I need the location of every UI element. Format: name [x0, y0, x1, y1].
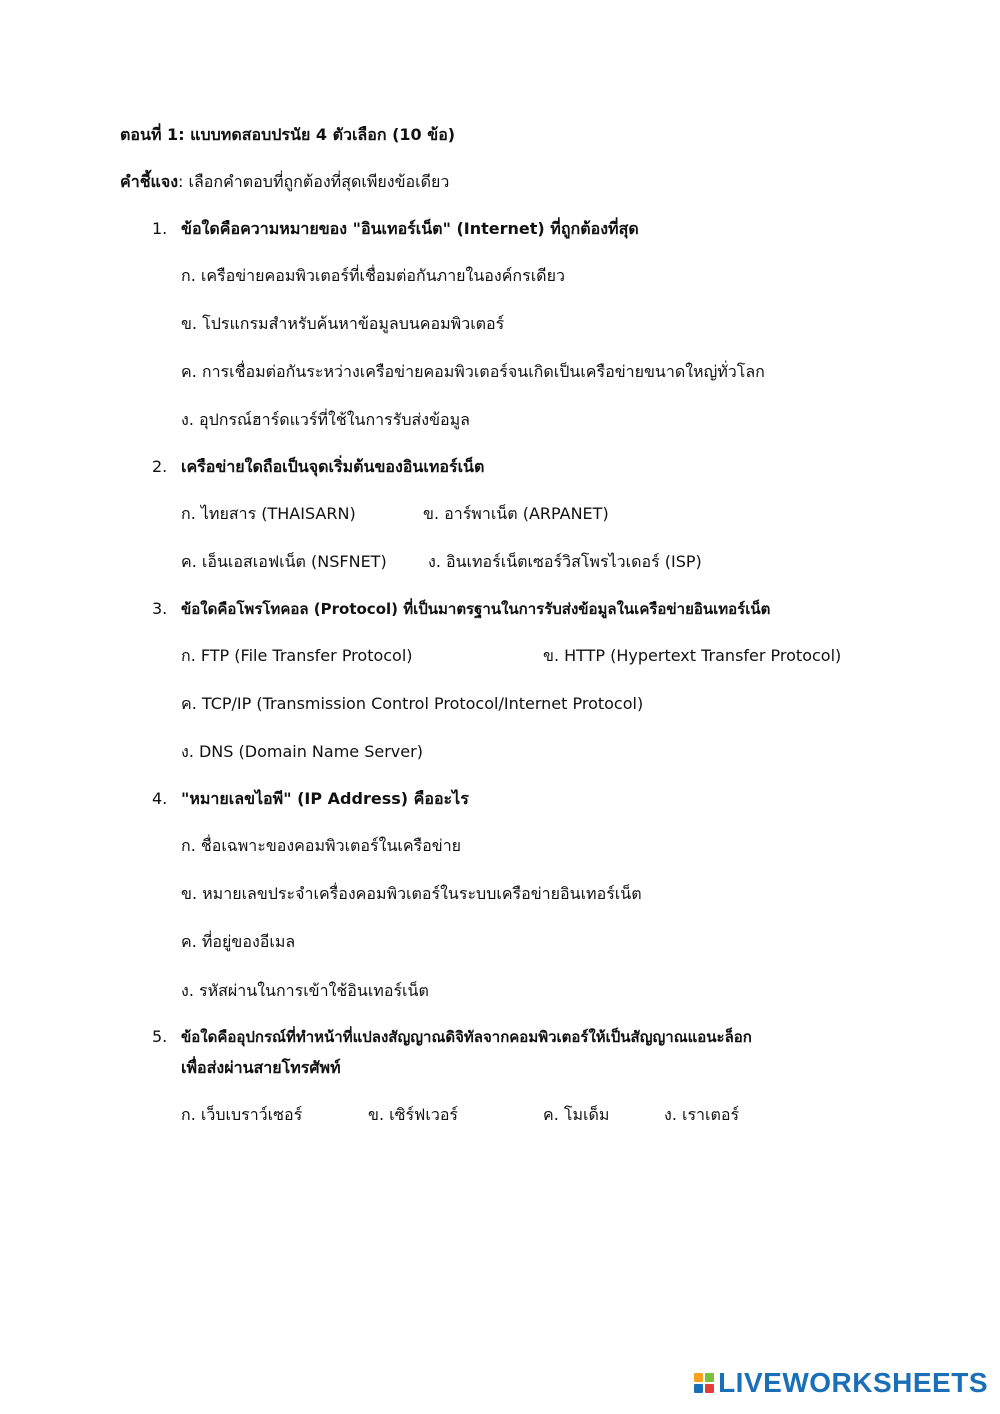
answer-option[interactable]: ง. DNS (Domain Name Server)	[181, 742, 423, 761]
question-text: ข้อใดคือโพรโทคอล (Protocol) ที่เป็นมาตรฐานในการรับส่งข้อมูลในเครือข่ายอินเทอร์เน็ต	[181, 600, 771, 618]
question-text: "หมายเลขไอพี" (IP Address) คืออะไร	[181, 789, 469, 808]
answer-option[interactable]: ข. เซิร์ฟเวอร์	[368, 1105, 459, 1124]
liveworksheets-logo-icon	[694, 1373, 714, 1393]
answer-option[interactable]: ค. การเชื่อมต่อกันระหว่างเครือข่ายคอมพิวเตอร์จนเกิดเป็นเครือข่ายขนาดใหญ่ทั่วโลก	[181, 362, 765, 381]
answer-option[interactable]: ง. เราเตอร์	[664, 1105, 740, 1124]
instruction-text: : เลือกคำตอบที่ถูกต้องที่สุดเพียงข้อเดียว	[178, 172, 450, 191]
question-number: 5.	[152, 1027, 168, 1046]
answer-option[interactable]: ง. อินเทอร์เน็ตเซอร์วิสโพรไวเดอร์ (ISP)	[428, 552, 702, 571]
answer-option[interactable]: ข. โปรแกรมสำหรับค้นหาข้อมูลบนคอมพิวเตอร์	[181, 314, 505, 333]
answer-option[interactable]: ก. เครือข่ายคอมพิวเตอร์ที่เชื่อมต่อกันภายในองค์กรเดียว	[181, 266, 565, 285]
answer-option[interactable]: ก. เว็บเบราว์เซอร์	[181, 1105, 303, 1124]
question-number: 1.	[152, 219, 168, 238]
answer-option[interactable]: ค. เอ็นเอสเอฟเน็ต (NSFNET)	[181, 552, 387, 571]
answer-option[interactable]: ข. HTTP (Hypertext Transfer Protocol)	[543, 646, 842, 665]
liveworksheets-watermark	[694, 1366, 988, 1400]
answer-option[interactable]: ก. ไทยสาร (THAISARN)	[181, 504, 356, 523]
watermark-text: LIVEWORKSHEETS	[718, 1367, 988, 1398]
answer-option[interactable]: ง. อุปกรณ์ฮาร์ดแวร์ที่ใช้ในการรับส่งข้อมูล	[181, 410, 470, 429]
question-number: 2.	[152, 457, 168, 476]
question-text: เครือข่ายใดถือเป็นจุดเริ่มต้นของอินเทอร์เน็ต	[181, 457, 485, 476]
instruction-label: คำชี้แจง	[120, 172, 179, 191]
instructions	[120, 171, 449, 193]
answer-option[interactable]: ข. หมายเลขประจำเครื่องคอมพิวเตอร์ในระบบเครือข่ายอินเทอร์เน็ต	[181, 884, 642, 903]
answer-option[interactable]: ข. อาร์พาเน็ต (ARPANET)	[423, 504, 609, 523]
answer-option[interactable]: ค. ที่อยู่ของอีเมล	[181, 932, 296, 951]
answer-option[interactable]: ก. FTP (File Transfer Protocol)	[181, 646, 413, 665]
question-text: ข้อใดคืออุปกรณ์ที่ทำหน้าที่แปลงสัญญาณดิจิทัลจากคอมพิวเตอร์ให้เป็นสัญญาณแอนะล็อก	[181, 1028, 752, 1046]
question-number: 3.	[152, 599, 168, 618]
answer-option[interactable]: ค. TCP/IP (Transmission Control Protocol/Internet Protocol)	[181, 694, 644, 713]
answer-option[interactable]: ง. รหัสผ่านในการเข้าใช้อินเทอร์เน็ต	[181, 981, 429, 1000]
question-number: 4.	[152, 789, 168, 808]
answer-option[interactable]: ก. ชื่อเฉพาะของคอมพิวเตอร์ในเครือข่าย	[181, 836, 462, 855]
question-text: ข้อใดคือความหมายของ "อินเทอร์เน็ต" (Internet) ที่ถูกต้องที่สุด	[181, 219, 639, 238]
section-title: ตอนที่ 1: แบบทดสอบปรนัย 4 ตัวเลือก (10 ข้อ)	[120, 125, 456, 144]
answer-option[interactable]: ค. โมเด็ม	[543, 1105, 610, 1124]
question-text-continued: เพื่อส่งผ่านสายโทรศัพท์	[181, 1058, 341, 1077]
